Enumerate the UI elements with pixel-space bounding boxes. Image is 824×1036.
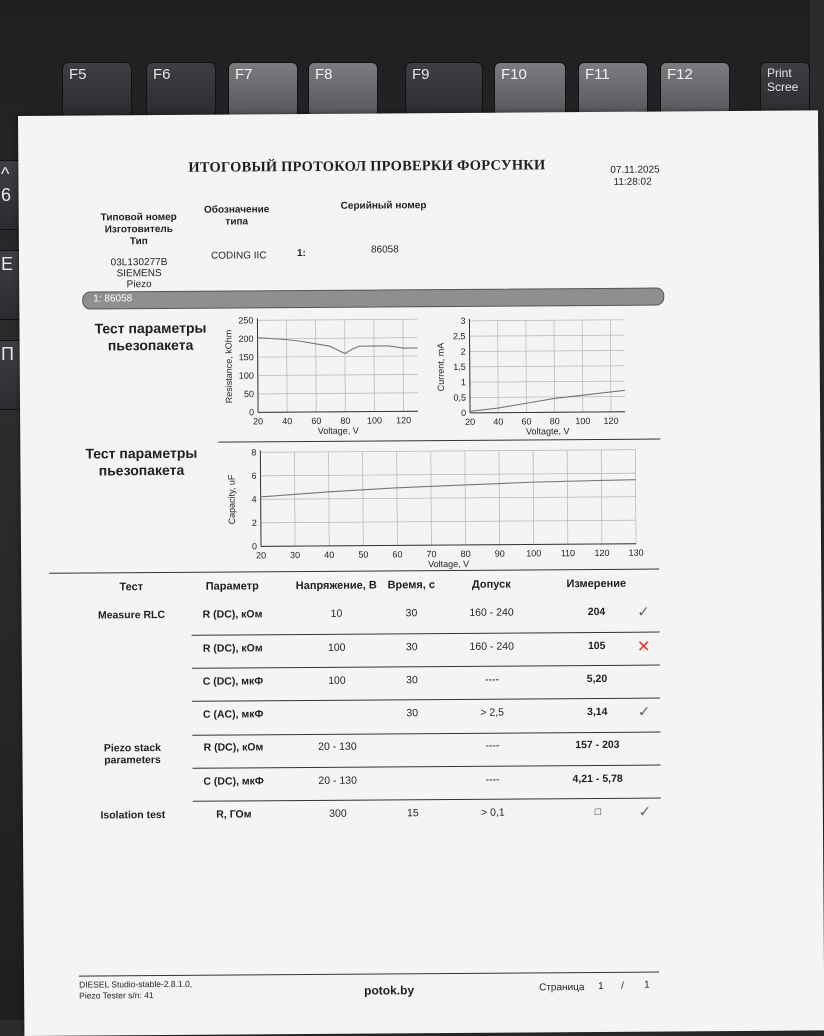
grid-line-y [257,319,417,320]
cell-measure: 5,20 [586,672,608,686]
y-axis [260,450,261,546]
x-axis [470,412,625,413]
footer-page-label: Страница [539,982,585,994]
x-tick-label: 110 [560,548,576,559]
col-voltage-header: Напряжение, В [295,579,377,593]
x-tick-label: 120 [594,547,610,558]
document-date: 07.11.2025 [610,164,660,176]
cell-voltage: 20 - 130 [318,774,357,787]
series-line [470,390,625,411]
cell-voltage: 100 [327,641,346,654]
current-chart [429,312,630,438]
cell-param: C (DC), мкФ [203,775,264,788]
cell-measure: 4,21 - 5,78 [572,772,623,786]
x-tick-label: 120 [603,415,619,426]
kind-value: Piezo [126,279,152,291]
cell-tolerance: ---- [484,673,499,686]
col-tolerance-header: Допуск [471,578,511,591]
cell-time: 30 [406,674,418,687]
row-divider [192,632,660,636]
grid-line-y [258,356,418,357]
grid-line-y [258,374,418,375]
key-f6: F6 [146,62,216,118]
designation-value: CODING IIC [210,250,267,262]
x-axis [258,411,418,412]
x-tick-label: 20 [253,416,264,427]
y-tick-label: 3 [460,315,466,326]
footer-page-sep: / [621,980,624,992]
cell-measure: 105 [587,639,606,653]
x-tick-label: 60 [311,415,322,426]
grid-line-y [470,366,625,367]
y-axis-label: Resistance, kOhm [223,329,235,404]
x-tick-label: 90 [494,548,505,559]
grid-line-x [374,320,375,412]
x-tick-label: 80 [549,416,560,427]
key-f9: F9 [405,62,483,118]
row-divider [192,698,660,702]
cell-param: R, ГОм [216,808,252,821]
cell-time: 30 [406,707,419,720]
document-title: ИТОГОВЫЙ ПРОТОКОЛ ПРОВЕРКИ ФОРСУНКИ [188,157,546,176]
footer-page-current: 1 [598,980,604,992]
maker-value: SIEMENS [116,268,162,280]
key-p: П [0,340,24,410]
y-tick-label: 0 [251,541,258,552]
y-tick-label: 1,5 [453,361,466,372]
cell-tolerance: 160 - 240 [469,640,514,653]
cell-tolerance: > 0,1 [481,806,505,819]
grid-line-y [258,393,418,394]
x-tick-label: 40 [324,549,335,560]
grid-line-y [261,473,636,476]
x-tick-label: 100 [575,416,591,427]
key-f10: F10 [494,62,566,118]
key-f11: F11 [578,62,648,118]
y-tick-label: 2,5 [452,331,466,342]
maker-label: Изготовитель [104,223,173,236]
y-tick-label: 6 [251,470,257,481]
x-tick-label: 20 [256,550,267,561]
key-print-screen: Print Scree [760,62,810,118]
x-tick-label: 70 [426,549,437,560]
document-time: 11:28:02 [613,176,652,188]
x-axis-label: Voltage, V [317,425,359,436]
type-number-label: Типовой номер [100,211,177,224]
cell-param: C (AC), мкФ [202,708,264,721]
cell-tolerance: > 2,5 [480,706,505,719]
grid-line-x [287,320,288,412]
footer-software: DIESEL Studio-stable-2.8.1.0, [79,978,193,990]
cell-time: 15 [406,807,419,820]
cell-test: Measure RLC [97,608,166,622]
cell-voltage: 300 [329,807,347,820]
grid-line-y [470,396,625,397]
key-f12: F12 [660,62,730,118]
x-tick-label: 80 [340,415,351,426]
row-divider [192,732,660,736]
y-tick-label: 50 [243,388,254,400]
x-tick-label: 40 [493,416,504,427]
cell-time: 30 [405,641,418,654]
y-axis [257,318,258,412]
grid-line-y [260,450,635,453]
cell-tolerance: 160 - 240 [469,606,514,619]
row-divider [192,665,660,669]
x-axis-label: Voltage, V [428,558,470,570]
x-tick-label: 120 [396,415,412,426]
kind-label: Тип [129,236,148,248]
series-line [258,337,418,355]
grid-line-y [470,381,625,382]
y-axis-label: Current, mA [435,342,446,392]
footer-page-total: 1 [644,979,650,991]
type-number-value: 03L130277B [110,256,168,269]
cell-voltage: 20 - 130 [318,740,357,753]
x-tick-label: 80 [460,548,471,559]
cell-voltage: 100 [328,674,346,687]
cell-measure: 3,14 [586,705,608,719]
cell-voltage: 10 [330,607,343,620]
y-tick-label: 250 [238,315,254,326]
y-tick-label: 4 [251,494,257,505]
cell-time: 30 [405,607,418,620]
grid-line-x [345,320,346,412]
y-tick-label: 100 [238,370,254,381]
x-tick-label: 60 [392,549,403,560]
cell-test: Piezo stack parameters [103,742,162,767]
cell-param: R (DC), кОм [203,741,264,754]
x-tick-label: 60 [521,416,532,427]
key-f7: F7 [228,62,298,118]
footer-site: potok.by [364,983,415,998]
serial-label: Серийный номер [340,200,427,212]
pass-check-icon: ✓ [637,603,650,621]
pass-check-icon: ✓ [637,703,651,721]
x-axis-label: Voltagte, V [525,426,570,437]
series-line [261,480,636,497]
grid-line-y [469,320,624,321]
grid-line-y [258,338,418,339]
key-e: Е [0,250,24,320]
y-tick-label: 0 [249,407,255,418]
x-tick-label: 100 [366,415,383,426]
cell-param: R (DC), кОм [202,608,263,621]
y-tick-label: 200 [238,333,254,344]
y-axis [469,319,470,413]
cell-test: Isolation test [100,808,166,822]
cell-tolerance: ---- [485,773,500,786]
x-tick-label: 20 [465,416,476,427]
row-divider [193,798,661,802]
cell-param: C (DC), мкФ [202,675,264,688]
grid-line-y [470,335,625,336]
col-test-header: Тест [119,581,144,594]
pass-check-icon: ✓ [638,803,652,821]
y-tick-label: 8 [251,447,257,458]
section1-title: Тест параметры пьезопакета [94,319,207,354]
y-axis-label: Capacity, uF [226,474,237,525]
key-f8: F8 [308,62,378,118]
grid-line-y [261,520,636,523]
fail-mark-icon: ✕ [636,638,651,656]
band-label: 1: 86058 [93,293,133,305]
grid-line-y [261,497,636,500]
designation-label: Обозначение типа [203,204,270,228]
protocol-sheet [18,110,824,1036]
cell-tolerance: ---- [485,739,500,752]
grid-line-x [403,319,404,411]
grid-line-x [316,320,317,412]
col-time-header: Время, с [387,579,436,592]
table-top-line [49,569,659,574]
cell-measure: 157 - 203 [575,738,620,752]
cell-measure: 204 [587,605,606,619]
y-tick-label: 150 [238,352,254,363]
footer-tester: Piezo Tester s/n: 41 [79,990,154,1001]
cell-measure: □ [594,805,602,818]
x-tick-label: 100 [526,548,542,559]
x-tick-label: 50 [358,549,369,560]
key-f5: F5 [62,62,132,118]
col-measurement-header: Измерение [566,577,627,591]
y-tick-label: 1 [460,377,466,388]
x-tick-label: 130 [628,547,644,558]
injector-band [82,287,664,309]
capacity-chart [220,442,644,570]
x-axis [261,544,636,547]
y-tick-label: 2 [251,517,257,528]
grid-line-y [470,350,625,351]
section2-title: Тест параметры пьезопакета [85,444,198,479]
col-parameter-header: Параметр [205,580,259,593]
serial-value: 86058 [370,244,399,256]
y-tick-label: 0,5 [453,392,467,403]
x-tick-label: 40 [282,416,293,427]
y-tick-label: 2 [460,346,466,357]
cell-param: R (DC), кОм [202,642,263,655]
y-tick-label: 0 [461,407,467,418]
row-divider [193,765,661,769]
key-6: ^ 6 [0,160,30,230]
resistance-chart [217,311,428,437]
index-value: 1: [296,247,306,260]
footer-line [79,972,659,977]
x-tick-label: 30 [290,550,301,561]
